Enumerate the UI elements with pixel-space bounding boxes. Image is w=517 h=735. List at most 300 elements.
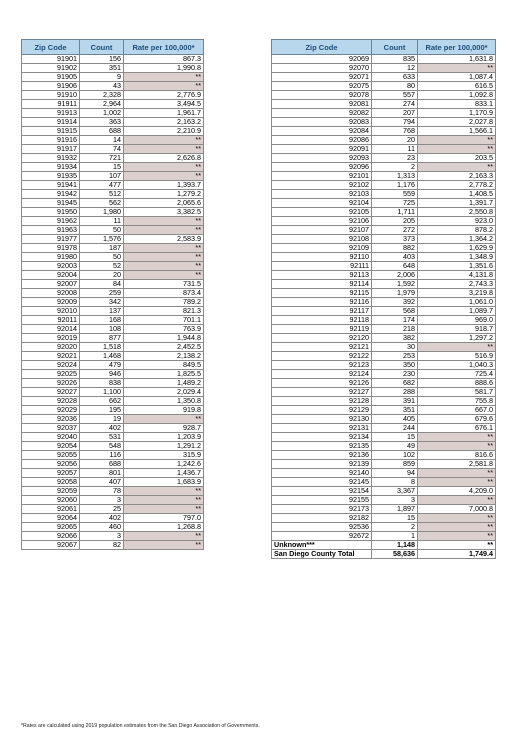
rate-cell: 1,825.5: [124, 370, 204, 379]
count-cell: 531: [80, 433, 124, 442]
zip-code-cell: 92121: [272, 343, 372, 352]
table-row: [272, 397, 496, 406]
zip-code-cell: 92139: [272, 460, 372, 469]
table-row: [22, 316, 204, 325]
table-row: [22, 541, 204, 550]
rate-cell: 1,393.7: [124, 181, 204, 190]
rate-cell: 4,131.8: [418, 271, 496, 280]
count-cell: 768: [372, 127, 418, 136]
count-cell: 14: [80, 136, 124, 145]
zip-code-cell: 92136: [272, 451, 372, 460]
rate-cell: 2,163.2: [124, 118, 204, 127]
table-row: [22, 55, 204, 64]
count-cell: 20: [80, 271, 124, 280]
count-cell: 1,897: [372, 505, 418, 514]
count-cell: 3: [80, 532, 124, 541]
rate-cell: **: [418, 496, 496, 505]
zip-code-cell: 92173: [272, 505, 372, 514]
zip-code-cell: 92086: [272, 136, 372, 145]
rate-cell: 919.8: [124, 406, 204, 415]
zip-code-cell: 91942: [22, 190, 80, 199]
table-row: [22, 73, 204, 82]
rate-cell: **: [418, 163, 496, 172]
rate-cell: 789.2: [124, 298, 204, 307]
count-cell: 1,176: [372, 181, 418, 190]
table-row: [22, 109, 204, 118]
zip-code-cell: 92083: [272, 118, 372, 127]
rate-cell: 1,089.7: [418, 307, 496, 316]
table-row: [272, 352, 496, 361]
rate-cell: 821.3: [124, 307, 204, 316]
zip-code-cell: 92108: [272, 235, 372, 244]
count-cell: 195: [80, 406, 124, 415]
table-row: [272, 280, 496, 289]
zip-table-right: [271, 39, 496, 559]
zip-code-cell: 91913: [22, 109, 80, 118]
zip-code-cell: 91978: [22, 244, 80, 253]
zip-code-cell: 92116: [272, 298, 372, 307]
rate-cell: 516.9: [418, 352, 496, 361]
table-row: [22, 289, 204, 298]
rate-cell: 918.7: [418, 325, 496, 334]
count-cell: 3: [372, 496, 418, 505]
rate-cell: **: [124, 496, 204, 505]
zip-code-cell: 92075: [272, 82, 372, 91]
rate-cell: 763.9: [124, 325, 204, 334]
zip-code-cell: 92118: [272, 316, 372, 325]
table-row: [272, 469, 496, 478]
count-cell: 3,367: [372, 487, 418, 496]
table-row: [22, 181, 204, 190]
zip-code-cell: 92057: [22, 469, 80, 478]
table-row: [272, 523, 496, 532]
table-row: [22, 469, 204, 478]
zip-code-cell: 92061: [22, 505, 80, 514]
count-cell: 205: [372, 217, 418, 226]
zip-code-cell: 92182: [272, 514, 372, 523]
zip-code-cell: 92026: [22, 379, 80, 388]
count-cell: 391: [372, 397, 418, 406]
count-cell: 25: [80, 505, 124, 514]
count-cell: 23: [372, 154, 418, 163]
count-cell: 373: [372, 235, 418, 244]
zip-code-cell: 91977: [22, 235, 80, 244]
table-header-row: [22, 40, 204, 55]
table-row: [22, 406, 204, 415]
count-cell: 11: [372, 145, 418, 154]
table-row: [22, 415, 204, 424]
zip-code-cell: 92102: [272, 181, 372, 190]
table-row: [22, 532, 204, 541]
table-row: [22, 343, 204, 352]
table-row: [272, 55, 496, 64]
table-row: [22, 397, 204, 406]
zip-code-cell: 92055: [22, 451, 80, 460]
rate-cell: **: [418, 532, 496, 541]
table-row: [22, 496, 204, 505]
rate-cell: 2,065.6: [124, 199, 204, 208]
total-label: San Diego County Total: [272, 550, 372, 559]
count-cell: 168: [80, 316, 124, 325]
zip-code-cell: 92093: [272, 154, 372, 163]
count-cell: 137: [80, 307, 124, 316]
rate-cell: **: [124, 541, 204, 550]
count-cell: 1,592: [372, 280, 418, 289]
zip-code-cell: 92101: [272, 172, 372, 181]
table-row: [272, 163, 496, 172]
count-cell: 1,100: [80, 388, 124, 397]
count-cell: 662: [80, 397, 124, 406]
table-row: [22, 127, 204, 136]
rate-cell: 1,408.5: [418, 190, 496, 199]
unknown-label: Unknown***: [272, 541, 372, 550]
unknown-row: [272, 541, 496, 550]
count-cell: 9: [80, 73, 124, 82]
table-row: [22, 505, 204, 514]
count-cell: 512: [80, 190, 124, 199]
count-cell: 218: [372, 325, 418, 334]
count-cell: 682: [372, 379, 418, 388]
rate-cell: 1,242.6: [124, 460, 204, 469]
rate-cell: **: [418, 523, 496, 532]
count-cell: 2,328: [80, 91, 124, 100]
count-header: Count: [80, 40, 124, 55]
zip-code-cell: 91915: [22, 127, 80, 136]
count-cell: 835: [372, 55, 418, 64]
zip-code-cell: 92036: [22, 415, 80, 424]
rate-cell: **: [124, 73, 204, 82]
count-cell: 1,518: [80, 343, 124, 352]
table-row: [22, 442, 204, 451]
count-cell: 559: [372, 190, 418, 199]
table-row: [22, 424, 204, 433]
table-row: [272, 136, 496, 145]
table-row: [22, 298, 204, 307]
table-row: [22, 118, 204, 127]
table-row: [22, 199, 204, 208]
count-cell: 351: [80, 64, 124, 73]
rate-cell: 679.6: [418, 415, 496, 424]
zip-code-cell: 92113: [272, 271, 372, 280]
rate-cell: 816.6: [418, 451, 496, 460]
rate-cell: 2,550.8: [418, 208, 496, 217]
zip-code-cell: 92021: [22, 352, 80, 361]
count-cell: 174: [372, 316, 418, 325]
rate-cell: 3,494.5: [124, 100, 204, 109]
count-cell: 253: [372, 352, 418, 361]
count-cell: 405: [372, 415, 418, 424]
count-cell: 30: [372, 343, 418, 352]
zip-code-cell: 92084: [272, 127, 372, 136]
count-cell: 402: [80, 424, 124, 433]
zip-code-cell: 92003: [22, 262, 80, 271]
rate-cell: 3,219.8: [418, 289, 496, 298]
count-cell: 187: [80, 244, 124, 253]
rate-cell: 1,489.2: [124, 379, 204, 388]
rate-cell: 849.5: [124, 361, 204, 370]
zip-code-cell: 92109: [272, 244, 372, 253]
rate-cell: 1,629.9: [418, 244, 496, 253]
table-row: [272, 118, 496, 127]
table-row: [22, 235, 204, 244]
count-cell: 1,979: [372, 289, 418, 298]
rate-cell: **: [124, 262, 204, 271]
zip-code-cell: 92104: [272, 199, 372, 208]
zip-code-cell: 92009: [22, 298, 80, 307]
zip-code-cell: 92126: [272, 379, 372, 388]
count-cell: 116: [80, 451, 124, 460]
rate-cell: 1,297.2: [418, 334, 496, 343]
rate-cell: 1,436.7: [124, 469, 204, 478]
rate-cell: **: [418, 478, 496, 487]
rate-cell: 667.0: [418, 406, 496, 415]
rate-cell: 616.5: [418, 82, 496, 91]
zip-code-cell: 92029: [22, 406, 80, 415]
count-cell: 460: [80, 523, 124, 532]
table-row: [22, 451, 204, 460]
rate-cell: 1,268.8: [124, 523, 204, 532]
table-row: [22, 82, 204, 91]
count-cell: 50: [80, 226, 124, 235]
rate-cell: 1,279.2: [124, 190, 204, 199]
zip-code-cell: 92058: [22, 478, 80, 487]
table-row: [22, 523, 204, 532]
rate-cell: **: [124, 172, 204, 181]
count-cell: 207: [372, 109, 418, 118]
zip-code-cell: 92111: [272, 262, 372, 271]
rate-cell: 4,209.0: [418, 487, 496, 496]
rate-cell: 2,210.9: [124, 127, 204, 136]
count-cell: 1,711: [372, 208, 418, 217]
zip-code-cell: 92127: [272, 388, 372, 397]
count-cell: 342: [80, 298, 124, 307]
zip-code-cell: 92105: [272, 208, 372, 217]
count-cell: 230: [372, 370, 418, 379]
rate-cell: 1,087.4: [418, 73, 496, 82]
count-cell: 403: [372, 253, 418, 262]
rate-cell: **: [124, 136, 204, 145]
table-row: [272, 226, 496, 235]
count-cell: 272: [372, 226, 418, 235]
count-cell: 548: [80, 442, 124, 451]
table-row: [272, 181, 496, 190]
count-cell: 382: [372, 334, 418, 343]
table-row: [272, 415, 496, 424]
rate-cell: 2,776.9: [124, 91, 204, 100]
table-row: [22, 460, 204, 469]
count-cell: 633: [372, 73, 418, 82]
zip-code-cell: 92024: [22, 361, 80, 370]
count-cell: 288: [372, 388, 418, 397]
rate-cell: 2,452.5: [124, 343, 204, 352]
count-cell: 721: [80, 154, 124, 163]
count-cell: 82: [80, 541, 124, 550]
count-cell: 1,002: [80, 109, 124, 118]
rate-cell: 581.7: [418, 388, 496, 397]
zip-code-cell: 92071: [272, 73, 372, 82]
table-row: [22, 163, 204, 172]
rate-cell: **: [418, 442, 496, 451]
zip-code-cell: 92115: [272, 289, 372, 298]
zip-code-cell: 92067: [22, 541, 80, 550]
count-cell: 648: [372, 262, 418, 271]
zip-code-cell: 91914: [22, 118, 80, 127]
table-row: [22, 100, 204, 109]
rate-cell: 2,027.8: [418, 118, 496, 127]
count-cell: 477: [80, 181, 124, 190]
zip-code-cell: 92154: [272, 487, 372, 496]
total-row: [272, 550, 496, 559]
table-row: [22, 136, 204, 145]
table-row: [272, 514, 496, 523]
rate-cell: 888.6: [418, 379, 496, 388]
table-row: [272, 154, 496, 163]
count-cell: 1: [372, 532, 418, 541]
zip-code-cell: 92672: [272, 532, 372, 541]
zip-code-cell: 91905: [22, 73, 80, 82]
zip-code-cell: 92066: [22, 532, 80, 541]
table-row: [22, 280, 204, 289]
zip-code-cell: 92081: [272, 100, 372, 109]
rate-cell: 2,626.8: [124, 154, 204, 163]
count-cell: 11: [80, 217, 124, 226]
rate-cell: 1,092.8: [418, 91, 496, 100]
table-row: [272, 262, 496, 271]
table-row: [272, 109, 496, 118]
count-cell: 568: [372, 307, 418, 316]
count-cell: 12: [372, 64, 418, 73]
zip-code-cell: 91901: [22, 55, 80, 64]
count-cell: 107: [80, 172, 124, 181]
count-cell: 838: [80, 379, 124, 388]
rate-cell: **: [418, 343, 496, 352]
rate-cell: 725.4: [418, 370, 496, 379]
rate-cell: 676.1: [418, 424, 496, 433]
table-row: [272, 433, 496, 442]
table-row: [272, 289, 496, 298]
rate-cell: 923.0: [418, 217, 496, 226]
rate-cell: 969.0: [418, 316, 496, 325]
table-row: [22, 379, 204, 388]
rate-cell: 867.3: [124, 55, 204, 64]
count-cell: 102: [372, 451, 418, 460]
count-cell: 244: [372, 424, 418, 433]
count-cell: 3: [80, 496, 124, 505]
table-row: [272, 325, 496, 334]
zip-code-cell: 91941: [22, 181, 80, 190]
table-row: [272, 199, 496, 208]
table-row: [272, 208, 496, 217]
rate-cell: 1,683.9: [124, 478, 204, 487]
table-row: [272, 478, 496, 487]
table-row: [272, 460, 496, 469]
zip-code-cell: 92103: [272, 190, 372, 199]
zip-code-cell: 91911: [22, 100, 80, 109]
rate-cell: 878.2: [418, 226, 496, 235]
table-row: [272, 388, 496, 397]
zip-code-cell: 92019: [22, 334, 80, 343]
zip-table-right-body: [272, 55, 496, 541]
table-row: [272, 145, 496, 154]
zip-code-cell: 91950: [22, 208, 80, 217]
total-count: 58,636: [372, 550, 418, 559]
table-row: [22, 487, 204, 496]
zip-code-cell: 92010: [22, 307, 80, 316]
footnote: *Rates are calculated using 2019 population estimates from the San Diego Association of Governments.: [21, 723, 260, 729]
count-cell: 94: [372, 469, 418, 478]
count-cell: 19: [80, 415, 124, 424]
table-row: [22, 514, 204, 523]
table-row: [272, 334, 496, 343]
table-row: [272, 271, 496, 280]
count-cell: 877: [80, 334, 124, 343]
count-cell: 407: [80, 478, 124, 487]
zip-code-cell: 92014: [22, 325, 80, 334]
zip-code-cell: 92110: [272, 253, 372, 262]
count-cell: 392: [372, 298, 418, 307]
table-row: [272, 172, 496, 181]
table-row: [22, 145, 204, 154]
table-row: [22, 325, 204, 334]
rate-header: Rate per 100,000*: [124, 40, 204, 55]
rate-cell: **: [124, 487, 204, 496]
rate-cell: 1,391.7: [418, 199, 496, 208]
count-cell: 859: [372, 460, 418, 469]
zip-code-cell: 92106: [272, 217, 372, 226]
rate-cell: 1,350.8: [124, 397, 204, 406]
rate-cell: 873.4: [124, 289, 204, 298]
unknown-count: 1,148: [372, 541, 418, 550]
table-row: [22, 172, 204, 181]
rate-cell: 2,778.2: [418, 181, 496, 190]
rate-cell: 1,364.2: [418, 235, 496, 244]
zip-code-cell: 92056: [22, 460, 80, 469]
rate-cell: 731.5: [124, 280, 204, 289]
zip-code-cell: 92130: [272, 415, 372, 424]
zip-code-cell: 92082: [272, 109, 372, 118]
rate-cell: 3,382.5: [124, 208, 204, 217]
zip-code-cell: 91962: [22, 217, 80, 226]
table-row: [272, 91, 496, 100]
table-row: [22, 352, 204, 361]
count-cell: 363: [80, 118, 124, 127]
rate-cell: **: [124, 415, 204, 424]
zip-code-cell: 91906: [22, 82, 80, 91]
table-row: [272, 424, 496, 433]
count-cell: 49: [372, 442, 418, 451]
count-cell: 84: [80, 280, 124, 289]
rate-cell: **: [124, 145, 204, 154]
table-row: [272, 127, 496, 136]
table-row: [22, 478, 204, 487]
zip-code-cell: 92145: [272, 478, 372, 487]
rate-cell: **: [418, 145, 496, 154]
zip-code-cell: 92078: [272, 91, 372, 100]
count-cell: 274: [372, 100, 418, 109]
table-row: [22, 271, 204, 280]
rate-cell: 701.1: [124, 316, 204, 325]
zip-code-cell: 92054: [22, 442, 80, 451]
table-row: [22, 370, 204, 379]
count-cell: 402: [80, 514, 124, 523]
rate-cell: **: [124, 163, 204, 172]
zip-code-cell: 92020: [22, 343, 80, 352]
zip-code-cell: 91910: [22, 91, 80, 100]
zip-code-cell: 92135: [272, 442, 372, 451]
count-cell: 1,468: [80, 352, 124, 361]
count-cell: 50: [80, 253, 124, 262]
table-row: [272, 343, 496, 352]
